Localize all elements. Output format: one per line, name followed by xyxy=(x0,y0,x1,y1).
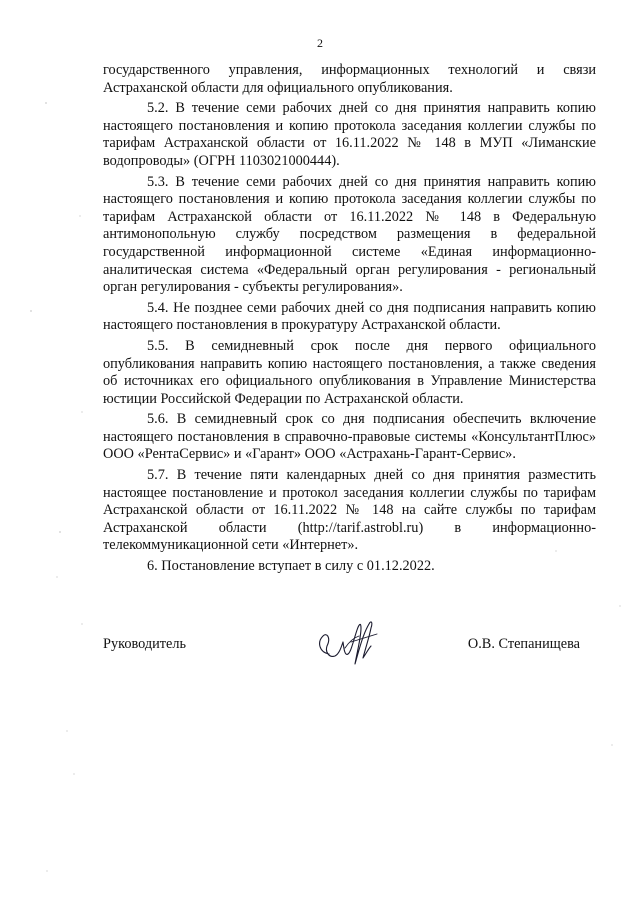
paragraph-5-2: 5.2. В течение семи рабочих дней со дня принятия направить копию настоящего постановления и копию протокола заседания коллегии службы по тарифам Астраханской области от 16.11.2022 № 148 в МУП «Лиманские водопроводы» (ОГРН 1103021000444). xyxy=(103,100,596,169)
paragraph-6: 6. Постановление вступает в силу с 01.12.2022. xyxy=(147,558,435,575)
paragraph-5-4: 5.4. Не позднее семи рабочих дней со дня подписания направить копию настоящего постановления в прокуратуру Астраханской области. xyxy=(103,299,596,334)
signatory-name: О.В. Степанищева xyxy=(467,636,580,652)
signatory-title: Руководитель xyxy=(103,636,187,652)
paragraph-5-3: 5.3. В течение семи рабочих дней со дня принятия направить копию настоящего постановления и копию протокола заседания коллегии службы по тарифам Астраханской области от 16.11.2022 № 148 в Федеральную антимонопольную службу посредством размещения в федеральной государственной информационной системе «Единая информационно-аналитическая система «Федеральный орган регулирования - региональный орган регулирования - субъекты регулирования». xyxy=(103,173,596,296)
page-number: 2 xyxy=(317,36,323,50)
paragraph-5-5: 5.5. В семидневный срок после дня первого официального опубликования направить копию настоящего постановления, а также сведения об источниках его официального опубликования в Управление Министерства юстиции Российской Федерации по Астраханской области. xyxy=(103,337,596,407)
paragraph-5-7: 5.7. В течение пяти календарных дней со дня принятия разместить настоящее постановление и протокол заседания коллегии службы по тарифам Астраханской области от 16.11.2022 № 148 на сайте службы по тарифам Астраханской области (http://tarif.astrobl.ru) в информационно-телекоммуникационной сети «Интернет». xyxy=(103,467,596,554)
document-body xyxy=(103,62,596,576)
handwritten-signature xyxy=(315,612,383,670)
paragraph-5-6: 5.6. В семидневный срок со дня подписания обеспечить включение настоящего постановления в справочно-правовые системы «КонсультантПлюс» ООО «РентаСервис» и «Гарант» ООО «Астрахань-Гарант-Сервис». xyxy=(103,411,596,463)
paragraph-5-1-continuation: государственного управления, информационных технологий и связи Астраханской области для официального опубликования. xyxy=(103,62,596,96)
